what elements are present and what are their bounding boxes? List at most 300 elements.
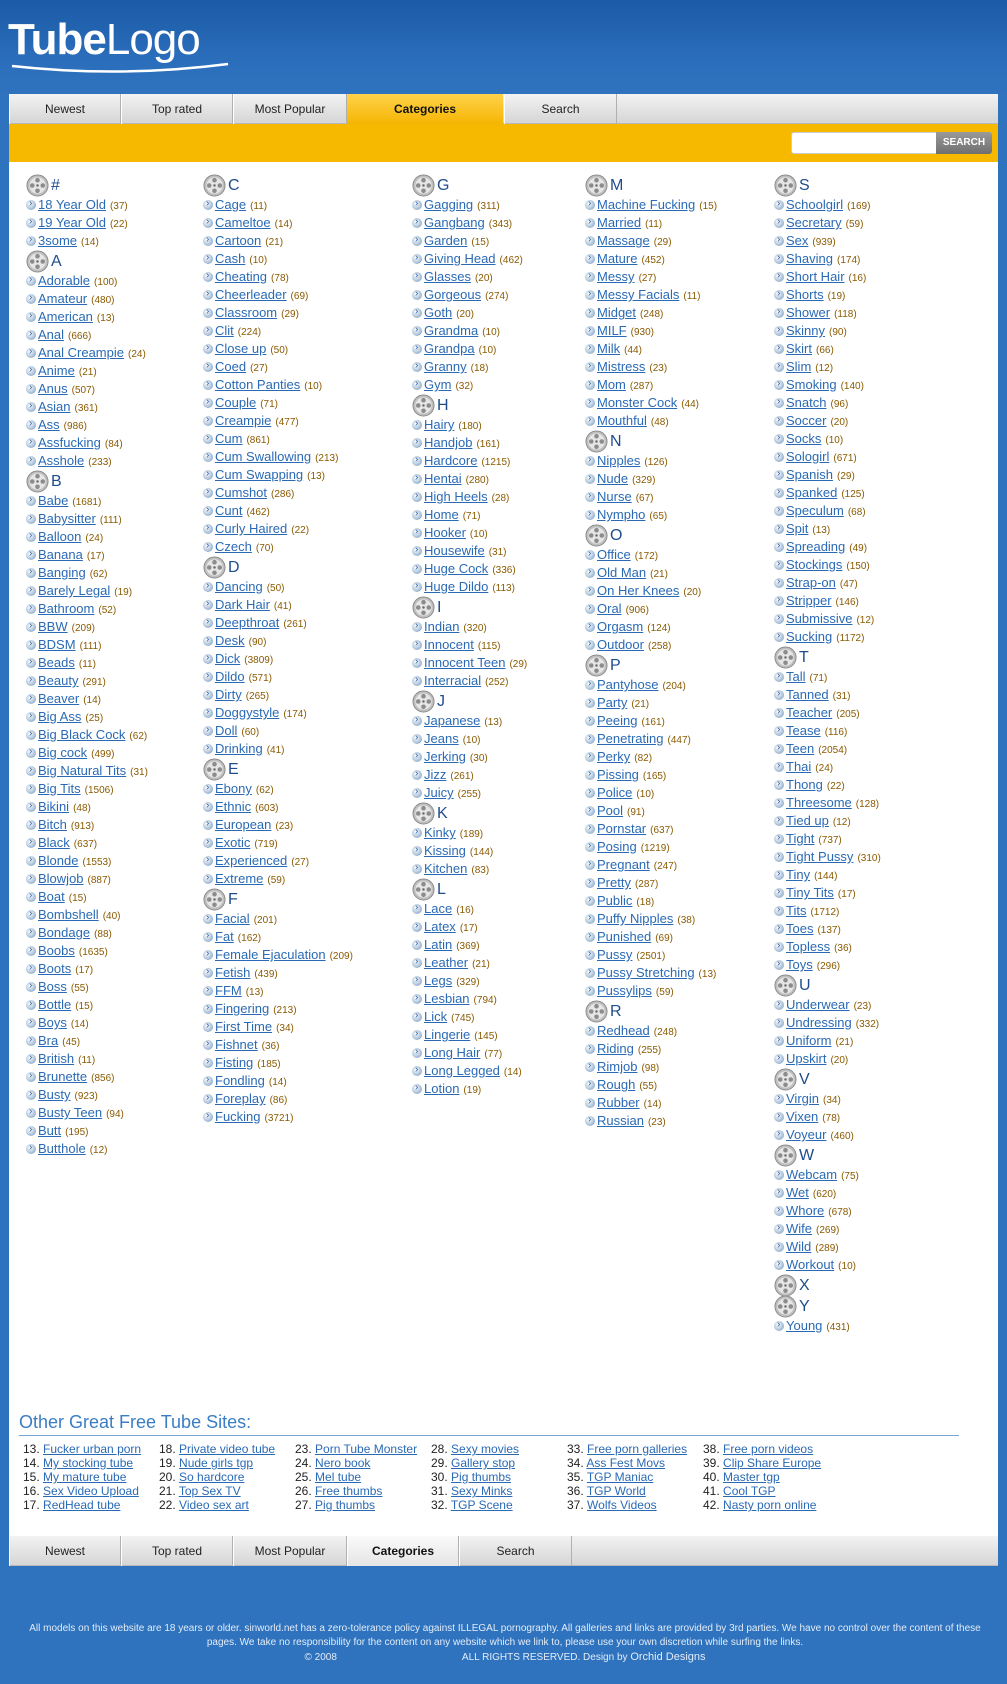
- search-button[interactable]: SEARCH: [936, 132, 992, 154]
- category-link-lick[interactable]: Lick: [424, 1009, 448, 1024]
- category-link-jizz[interactable]: Jizz: [424, 767, 447, 782]
- category-link-gym[interactable]: Gym: [424, 377, 452, 392]
- category-link-handjob[interactable]: Handjob: [424, 435, 473, 450]
- category-link-facial[interactable]: Facial: [215, 911, 250, 926]
- category-link-messy-facials[interactable]: Messy Facials: [597, 287, 680, 302]
- top-nav-tab-top-rated[interactable]: Top rated: [121, 94, 233, 124]
- category-link-fetish[interactable]: Fetish: [215, 965, 251, 980]
- category-link-big-ass[interactable]: Big Ass: [38, 709, 82, 724]
- category-link-japanese[interactable]: Japanese: [424, 713, 481, 728]
- film-reel-icon: [774, 1144, 797, 1167]
- category-link-bottle[interactable]: Bottle: [38, 997, 72, 1012]
- category-link-tits[interactable]: Tits: [786, 903, 807, 918]
- other-site-link-sexy-movies[interactable]: Sexy movies: [451, 1442, 520, 1456]
- category-link-skinny[interactable]: Skinny: [786, 323, 826, 338]
- category-link-shorts[interactable]: Shorts: [786, 287, 824, 302]
- category-link-jerking[interactable]: Jerking: [424, 749, 466, 764]
- category-link-cum-swallowing[interactable]: Cum Swallowing: [215, 449, 312, 464]
- category-link-butthole[interactable]: Butthole: [38, 1141, 86, 1156]
- category-link-cheerleader[interactable]: Cheerleader: [215, 287, 287, 302]
- category-link-nipples[interactable]: Nipples: [597, 453, 641, 468]
- category-link-home[interactable]: Home: [424, 507, 459, 522]
- category-link-pregnant[interactable]: Pregnant: [597, 857, 650, 872]
- bottom-nav-tab-categories[interactable]: Categories: [347, 1536, 459, 1566]
- category-link-giving-head[interactable]: Giving Head: [424, 251, 496, 266]
- category-link-boys[interactable]: Boys: [38, 1015, 67, 1030]
- category-link-19-year-old[interactable]: 19 Year Old: [38, 215, 106, 230]
- category-link-tanned[interactable]: Tanned: [786, 687, 829, 702]
- category-link-female-ejaculation[interactable]: Female Ejaculation: [215, 947, 326, 962]
- category-link-amateur[interactable]: Amateur: [38, 291, 88, 306]
- arrow-bullet-icon: [585, 254, 595, 264]
- other-site-link-free-porn-videos[interactable]: Free porn videos: [723, 1442, 814, 1456]
- category-link-hardcore[interactable]: Hardcore: [424, 453, 478, 468]
- category-link-grandma[interactable]: Grandma: [424, 323, 479, 338]
- category-link-dick[interactable]: Dick: [215, 651, 241, 666]
- other-site-link-fucker-urban-porn[interactable]: Fucker urban porn: [43, 1442, 142, 1456]
- category-link-wet[interactable]: Wet: [786, 1185, 809, 1200]
- other-site-link-porn-tube-monster[interactable]: Porn Tube Monster: [315, 1442, 418, 1456]
- category-link-midget[interactable]: Midget: [597, 305, 637, 320]
- category-link-hentai[interactable]: Hentai: [424, 471, 462, 486]
- category-link-high-heels[interactable]: High Heels: [424, 489, 488, 504]
- category-link-dirty[interactable]: Dirty: [215, 687, 242, 702]
- category-link-gagging[interactable]: Gagging: [424, 197, 474, 212]
- category-link-boat[interactable]: Boat: [38, 889, 65, 904]
- category-link-ethnic[interactable]: Ethnic: [215, 799, 252, 814]
- category-link-lesbian[interactable]: Lesbian: [424, 991, 470, 1006]
- top-nav-tab-most-popular[interactable]: Most Popular: [233, 94, 347, 124]
- category-link-toys[interactable]: Toys: [786, 957, 813, 972]
- category-link-busty[interactable]: Busty: [38, 1087, 71, 1102]
- category-link-banging[interactable]: Banging: [38, 565, 86, 580]
- category-link-short-hair[interactable]: Short Hair: [786, 269, 845, 284]
- other-site-link-so-hardcore[interactable]: So hardcore: [179, 1470, 245, 1484]
- category-link-fishnet[interactable]: Fishnet: [215, 1037, 258, 1052]
- footer-designer-link[interactable]: Orchid Designs: [630, 1651, 706, 1663]
- category-link-tiny[interactable]: Tiny: [786, 867, 811, 882]
- category-link-cheating[interactable]: Cheating: [215, 269, 268, 284]
- category-link-stockings[interactable]: Stockings: [786, 557, 843, 572]
- category-link-latin[interactable]: Latin: [424, 937, 453, 952]
- category-link-anal[interactable]: Anal: [38, 327, 65, 342]
- category-link-speculum[interactable]: Speculum: [786, 503, 844, 518]
- other-site-link-master-tgp[interactable]: Master tgp: [723, 1470, 780, 1484]
- category-link-doggystyle[interactable]: Doggystyle: [215, 705, 280, 720]
- category-link-hairy[interactable]: Hairy: [424, 417, 455, 432]
- category-link-big-black-cock[interactable]: Big Black Cock: [38, 727, 126, 742]
- category-link-shaving[interactable]: Shaving: [786, 251, 833, 266]
- category-link-tiny-tits[interactable]: Tiny Tits: [786, 885, 834, 900]
- category-link-big-cock[interactable]: Big cock: [38, 745, 88, 760]
- category-link-underwear[interactable]: Underwear: [786, 997, 850, 1012]
- other-site-link-top-sex-tv[interactable]: Top Sex TV: [178, 1484, 241, 1498]
- category-link-banana[interactable]: Banana: [38, 547, 83, 562]
- category-link-submissive[interactable]: Submissive: [786, 611, 853, 626]
- category-link-bombshell[interactable]: Bombshell: [38, 907, 99, 922]
- category-link-anal-creampie[interactable]: Anal Creampie: [38, 345, 124, 360]
- category-link-hooker[interactable]: Hooker: [424, 525, 466, 540]
- category-link-thai[interactable]: Thai: [786, 759, 812, 774]
- category-link-bikini[interactable]: Bikini: [38, 799, 70, 814]
- category-link-bitch[interactable]: Bitch: [38, 817, 67, 832]
- category-link-dark-hair[interactable]: Dark Hair: [215, 597, 270, 612]
- category-link-latex[interactable]: Latex: [424, 919, 456, 934]
- category-link-babysitter[interactable]: Babysitter: [38, 511, 96, 526]
- category-link-schoolgirl[interactable]: Schoolgirl: [786, 197, 844, 212]
- category-link-pantyhose[interactable]: Pantyhose: [597, 677, 659, 692]
- category-link-orgasm[interactable]: Orgasm: [597, 619, 644, 634]
- other-site-link-cool-tgp[interactable]: Cool TGP: [723, 1484, 776, 1498]
- category-link-old-man[interactable]: Old Man: [597, 565, 647, 580]
- category-link-bra[interactable]: Bra: [38, 1033, 59, 1048]
- category-link-ass[interactable]: Ass: [38, 417, 60, 432]
- category-link-experienced[interactable]: Experienced: [215, 853, 288, 868]
- category-link-lingerie[interactable]: Lingerie: [424, 1027, 471, 1042]
- category-link-long-legged[interactable]: Long Legged: [424, 1063, 500, 1078]
- category-link-desk[interactable]: Desk: [215, 633, 245, 648]
- category-link-spanked[interactable]: Spanked: [786, 485, 838, 500]
- category-link-tease[interactable]: Tease: [786, 723, 821, 738]
- category-link-shower[interactable]: Shower: [786, 305, 831, 320]
- category-link-balloon[interactable]: Balloon: [38, 529, 82, 544]
- category-link-cameltoe[interactable]: Cameltoe: [215, 215, 271, 230]
- category-link-pussy-stretching[interactable]: Pussy Stretching: [597, 965, 695, 980]
- category-link-beauty[interactable]: Beauty: [38, 673, 79, 688]
- category-link-fat[interactable]: Fat: [215, 929, 234, 944]
- category-link-rubber[interactable]: Rubber: [597, 1095, 640, 1110]
- category-link-pissing[interactable]: Pissing: [597, 767, 639, 782]
- category-link-rimjob[interactable]: Rimjob: [597, 1059, 638, 1074]
- other-site-link-wolfs-videos[interactable]: Wolfs Videos: [587, 1498, 657, 1512]
- category-link-doll[interactable]: Doll: [215, 723, 238, 738]
- category-link-spit[interactable]: Spit: [786, 521, 809, 536]
- site-logo[interactable]: [8, 15, 200, 64]
- category-link-penetrating[interactable]: Penetrating: [597, 731, 664, 746]
- category-link-threesome[interactable]: Threesome: [786, 795, 852, 810]
- category-link-housewife[interactable]: Housewife: [424, 543, 485, 558]
- category-link-sucking[interactable]: Sucking: [786, 629, 833, 644]
- category-link-barely-legal[interactable]: Barely Legal: [38, 583, 111, 598]
- category-link-brunette[interactable]: Brunette: [38, 1069, 88, 1084]
- category-link-lotion[interactable]: Lotion: [424, 1081, 460, 1096]
- category-link-huge-dildo[interactable]: Huge Dildo: [424, 579, 489, 594]
- category-link-public[interactable]: Public: [597, 893, 633, 908]
- category-link-coed[interactable]: Coed: [215, 359, 247, 374]
- category-link-bondage[interactable]: Bondage: [38, 925, 91, 940]
- other-site-link-redhead-tube[interactable]: RedHead tube: [43, 1498, 121, 1512]
- category-link-3some[interactable]: 3some: [38, 233, 78, 248]
- category-link-curly-haired[interactable]: Curly Haired: [215, 521, 288, 536]
- letter-heading-x: [774, 1276, 881, 1295]
- category-link-riding[interactable]: Riding: [597, 1041, 634, 1056]
- category-link-smoking[interactable]: Smoking: [786, 377, 837, 392]
- category-link-busty-teen[interactable]: Busty Teen: [38, 1105, 103, 1120]
- category-link-whore[interactable]: Whore: [786, 1203, 825, 1218]
- category-link-tied-up[interactable]: Tied up: [786, 813, 829, 828]
- category-link-workout[interactable]: Workout: [786, 1257, 835, 1272]
- category-link-anime[interactable]: Anime: [38, 363, 75, 378]
- category-link-long-hair[interactable]: Long Hair: [424, 1045, 481, 1060]
- category-link-european[interactable]: European: [215, 817, 272, 832]
- category-link-nympho[interactable]: Nympho: [597, 507, 646, 522]
- category-link-teen[interactable]: Teen: [786, 741, 815, 756]
- category-link-adorable[interactable]: Adorable: [38, 273, 91, 288]
- category-link-uniform[interactable]: Uniform: [786, 1033, 832, 1048]
- category-link-thong[interactable]: Thong: [786, 777, 823, 792]
- category-link-nurse[interactable]: Nurse: [597, 489, 632, 504]
- category-link-bbw[interactable]: BBW: [38, 619, 68, 634]
- category-link-pretty[interactable]: Pretty: [597, 875, 631, 890]
- category-link-party[interactable]: Party: [597, 695, 628, 710]
- category-link-anus[interactable]: Anus: [38, 381, 68, 396]
- category-link-babe[interactable]: Babe: [38, 493, 69, 508]
- category-link-grandpa[interactable]: Grandpa: [424, 341, 475, 356]
- category-link-first-time[interactable]: First Time: [215, 1019, 273, 1034]
- category-link-drinking[interactable]: Drinking: [215, 741, 263, 756]
- other-site-link-my-mature-tube[interactable]: My mature tube: [43, 1470, 127, 1484]
- other-site-link-tgp-maniac[interactable]: TGP Maniac: [586, 1470, 654, 1484]
- category-link-strap-on[interactable]: Strap-on: [786, 575, 836, 590]
- bottom-nav-tab-most-popular[interactable]: Most Popular: [233, 1536, 347, 1566]
- category-link-teacher[interactable]: Teacher: [786, 705, 833, 720]
- category-link-creampie[interactable]: Creampie: [215, 413, 272, 428]
- category-link-czech[interactable]: Czech: [215, 539, 252, 554]
- category-link-dancing[interactable]: Dancing: [215, 579, 263, 594]
- category-link-fisting[interactable]: Fisting: [215, 1055, 254, 1070]
- category-link-garden[interactable]: Garden: [424, 233, 468, 248]
- other-site-link-sexy-minks[interactable]: Sexy Minks: [451, 1484, 513, 1498]
- category-link-clit[interactable]: Clit: [215, 323, 234, 338]
- top-nav-tab-categories[interactable]: Categories: [347, 94, 503, 125]
- category-link-cumshot[interactable]: Cumshot: [215, 485, 268, 500]
- category-link-pornstar[interactable]: Pornstar: [597, 821, 647, 836]
- arrow-bullet-icon: [412, 510, 422, 520]
- category-link-foreplay[interactable]: Foreplay: [215, 1091, 266, 1106]
- other-site-row: [23, 1456, 141, 1470]
- category-link-tight-pussy[interactable]: Tight Pussy: [786, 849, 854, 864]
- category-link-blowjob[interactable]: Blowjob: [38, 871, 84, 886]
- other-site-link-free-thumbs[interactable]: Free thumbs: [315, 1484, 383, 1498]
- other-site-link-tgp-world[interactable]: TGP World: [586, 1484, 646, 1498]
- category-link-18-year-old[interactable]: 18 Year Old: [38, 197, 106, 212]
- category-link-beaver[interactable]: Beaver: [38, 691, 80, 706]
- category-link-innocent-teen[interactable]: Innocent Teen: [424, 655, 506, 670]
- other-site-link-private-video-tube[interactable]: Private video tube: [179, 1442, 276, 1456]
- category-link-glasses[interactable]: Glasses: [424, 269, 471, 284]
- category-link-fucking[interactable]: Fucking: [215, 1109, 261, 1124]
- category-link-wild[interactable]: Wild: [786, 1239, 812, 1254]
- category-link-milk[interactable]: Milk: [597, 341, 621, 356]
- category-link-bdsm[interactable]: BDSM: [38, 637, 76, 652]
- category-link-pool[interactable]: Pool: [597, 803, 624, 818]
- category-link-cash[interactable]: Cash: [215, 251, 246, 266]
- category-link-cartoon[interactable]: Cartoon: [215, 233, 262, 248]
- category-link-granny[interactable]: Granny: [424, 359, 467, 374]
- category-link-goth[interactable]: Goth: [424, 305, 453, 320]
- category-link-couple[interactable]: Couple: [215, 395, 257, 410]
- category-link-massage[interactable]: Massage: [597, 233, 650, 248]
- category-item: [203, 412, 353, 430]
- category-link-legs[interactable]: Legs: [424, 973, 453, 988]
- other-site-link-nero-book[interactable]: Nero book: [315, 1456, 371, 1470]
- category-link-cotton-panties[interactable]: Cotton Panties: [215, 377, 301, 392]
- category-link-assfucking[interactable]: Assfucking: [38, 435, 101, 450]
- category-link-cum-swapping[interactable]: Cum Swapping: [215, 467, 304, 482]
- category-link-innocent[interactable]: Innocent: [424, 637, 474, 652]
- category-link-nude[interactable]: Nude: [597, 471, 629, 486]
- category-link-sex[interactable]: Sex: [786, 233, 809, 248]
- category-link-gangbang[interactable]: Gangbang: [424, 215, 485, 230]
- category-link-butt[interactable]: Butt: [38, 1123, 62, 1138]
- category-link-mature[interactable]: Mature: [597, 251, 638, 266]
- category-link-mom[interactable]: Mom: [597, 377, 626, 392]
- category-link-classroom[interactable]: Classroom: [215, 305, 278, 320]
- category-link-gorgeous[interactable]: Gorgeous: [424, 287, 482, 302]
- top-nav-tab-newest[interactable]: Newest: [9, 94, 121, 124]
- other-site-link-mel-tube[interactable]: Mel tube: [315, 1470, 362, 1484]
- other-site-link-pig-thumbs[interactable]: Pig thumbs: [451, 1470, 512, 1484]
- category-link-toes[interactable]: Toes: [786, 921, 814, 936]
- category-link-monster-cock[interactable]: Monster Cock: [597, 395, 678, 410]
- category-link-machine-fucking[interactable]: Machine Fucking: [597, 197, 696, 212]
- category-link-big-natural-tits[interactable]: Big Natural Tits: [38, 763, 127, 778]
- category-link-rough[interactable]: Rough: [597, 1077, 636, 1092]
- category-link-cage[interactable]: Cage: [215, 197, 247, 212]
- category-link-voyeur[interactable]: Voyeur: [786, 1127, 827, 1142]
- category-link-sologirl[interactable]: Sologirl: [786, 449, 830, 464]
- category-link-wife[interactable]: Wife: [786, 1221, 812, 1236]
- category-link-boots[interactable]: Boots: [38, 961, 72, 976]
- category-link-cunt[interactable]: Cunt: [215, 503, 243, 518]
- category-link-ebony[interactable]: Ebony: [215, 781, 252, 796]
- category-link-posing[interactable]: Posing: [597, 839, 637, 854]
- category-link-asian[interactable]: Asian: [38, 399, 71, 414]
- category-link-black[interactable]: Black: [38, 835, 70, 850]
- category-link-kissing[interactable]: Kissing: [424, 843, 466, 858]
- category-link-upskirt[interactable]: Upskirt: [786, 1051, 827, 1066]
- category-link-kitchen[interactable]: Kitchen: [424, 861, 468, 876]
- category-link-office[interactable]: Office: [597, 547, 631, 562]
- category-link-secretary[interactable]: Secretary: [786, 215, 842, 230]
- category-link-snatch[interactable]: Snatch: [786, 395, 827, 410]
- category-link-vixen[interactable]: Vixen: [786, 1109, 819, 1124]
- category-link-married[interactable]: Married: [597, 215, 642, 230]
- category-link-leather[interactable]: Leather: [424, 955, 469, 970]
- category-link-redhead[interactable]: Redhead: [597, 1023, 650, 1038]
- category-link-british[interactable]: British: [38, 1051, 75, 1066]
- category-link-fingering[interactable]: Fingering: [215, 1001, 270, 1016]
- category-link-cum[interactable]: Cum: [215, 431, 243, 446]
- other-site-number: 25.: [295, 1470, 312, 1484]
- category-link-beads[interactable]: Beads: [38, 655, 75, 670]
- category-link-topless[interactable]: Topless: [786, 939, 831, 954]
- category-link-deepthroat[interactable]: Deepthroat: [215, 615, 280, 630]
- category-link-close-up[interactable]: Close up: [215, 341, 267, 356]
- other-site-link-pig-thumbs[interactable]: Pig thumbs: [315, 1498, 376, 1512]
- category-link-mouthful[interactable]: Mouthful: [597, 413, 647, 428]
- category-link-kinky[interactable]: Kinky: [424, 825, 456, 840]
- category-link-undressing[interactable]: Undressing: [786, 1015, 852, 1030]
- other-site-link-video-sex-art[interactable]: Video sex art: [179, 1498, 249, 1512]
- search-input[interactable]: [791, 132, 937, 154]
- category-link-mistress[interactable]: Mistress: [597, 359, 646, 374]
- category-link-extreme[interactable]: Extreme: [215, 871, 264, 886]
- category-link-messy[interactable]: Messy: [597, 269, 635, 284]
- category-link-pussylips[interactable]: Pussylips: [597, 983, 652, 998]
- bottom-nav-tab-search[interactable]: Search: [459, 1536, 572, 1566]
- bottom-nav-tab-newest[interactable]: Newest: [9, 1536, 121, 1566]
- category-link-punished[interactable]: Punished: [597, 929, 652, 944]
- category-link-spreading[interactable]: Spreading: [786, 539, 846, 554]
- category-link-indian[interactable]: Indian: [424, 619, 460, 634]
- category-link-pussy[interactable]: Pussy: [597, 947, 633, 962]
- top-nav-tab-search[interactable]: Search: [504, 94, 617, 124]
- category-link-lace[interactable]: Lace: [424, 901, 453, 916]
- other-site-link-ass-fest-movs[interactable]: Ass Fest Movs: [586, 1456, 666, 1470]
- bottom-nav-tab-top-rated[interactable]: Top rated: [121, 1536, 233, 1566]
- category-item: [774, 1256, 881, 1274]
- category-link-american[interactable]: American: [38, 309, 93, 324]
- category-count: (118): [834, 309, 857, 320]
- category-link-juicy[interactable]: Juicy: [424, 785, 454, 800]
- category-link-webcam[interactable]: Webcam: [786, 1167, 838, 1182]
- category-link-asshole[interactable]: Asshole: [38, 453, 85, 468]
- category-link-oral[interactable]: Oral: [597, 601, 622, 616]
- category-link-spanish[interactable]: Spanish: [786, 467, 833, 482]
- other-site-link-my-stocking-tube[interactable]: My stocking tube: [43, 1456, 134, 1470]
- category-link-virgin[interactable]: Virgin: [786, 1091, 820, 1106]
- category-link-big-tits[interactable]: Big Tits: [38, 781, 81, 796]
- category-link-peeing[interactable]: Peeing: [597, 713, 638, 728]
- category-link-perky[interactable]: Perky: [597, 749, 631, 764]
- category-link-blonde[interactable]: Blonde: [38, 853, 79, 868]
- category-link-ffm[interactable]: FFM: [215, 983, 242, 998]
- other-site-link-gallery-stop[interactable]: Gallery stop: [451, 1456, 516, 1470]
- category-link-russian[interactable]: Russian: [597, 1113, 644, 1128]
- other-site-link-clip-share-europe[interactable]: Clip Share Europe: [723, 1456, 822, 1470]
- category-link-interracial[interactable]: Interracial: [424, 673, 482, 688]
- category-link-stripper[interactable]: Stripper: [786, 593, 832, 608]
- category-link-tight[interactable]: Tight: [786, 831, 815, 846]
- category-link-soccer[interactable]: Soccer: [786, 413, 827, 428]
- category-link-young[interactable]: Young: [786, 1318, 823, 1333]
- category-link-tall[interactable]: Tall: [786, 669, 806, 684]
- arrow-bullet-icon: [26, 658, 36, 668]
- category-link-socks[interactable]: Socks: [786, 431, 822, 446]
- category-link-dildo[interactable]: Dildo: [215, 669, 245, 684]
- category-link-on-her-knees[interactable]: On Her Knees: [597, 583, 680, 598]
- category-link-boss[interactable]: Boss: [38, 979, 67, 994]
- other-site-link-nude-girls-tgp[interactable]: Nude girls tgp: [179, 1456, 254, 1470]
- category-link-outdoor[interactable]: Outdoor: [597, 637, 644, 652]
- category-link-milf[interactable]: MILF: [597, 323, 627, 338]
- category-link-fondling[interactable]: Fondling: [215, 1073, 265, 1088]
- other-site-link-nasty-porn-online[interactable]: Nasty porn online: [723, 1498, 817, 1512]
- category-link-police[interactable]: Police: [597, 785, 633, 800]
- category-link-puffy-nipples[interactable]: Puffy Nipples: [597, 911, 674, 926]
- category-link-bathroom[interactable]: Bathroom: [38, 601, 95, 616]
- other-site-link-tgp-scene[interactable]: TGP Scene: [450, 1498, 513, 1512]
- category-link-huge-cock[interactable]: Huge Cock: [424, 561, 489, 576]
- other-site-link-free-porn-galleries[interactable]: Free porn galleries: [587, 1442, 688, 1456]
- other-site-link-sex-video-upload[interactable]: Sex Video Upload: [43, 1484, 139, 1498]
- category-link-slim[interactable]: Slim: [786, 359, 812, 374]
- category-link-exotic[interactable]: Exotic: [215, 835, 251, 850]
- category-link-skirt[interactable]: Skirt: [786, 341, 812, 356]
- category-link-boobs[interactable]: Boobs: [38, 943, 75, 958]
- category-link-jeans[interactable]: Jeans: [424, 731, 459, 746]
